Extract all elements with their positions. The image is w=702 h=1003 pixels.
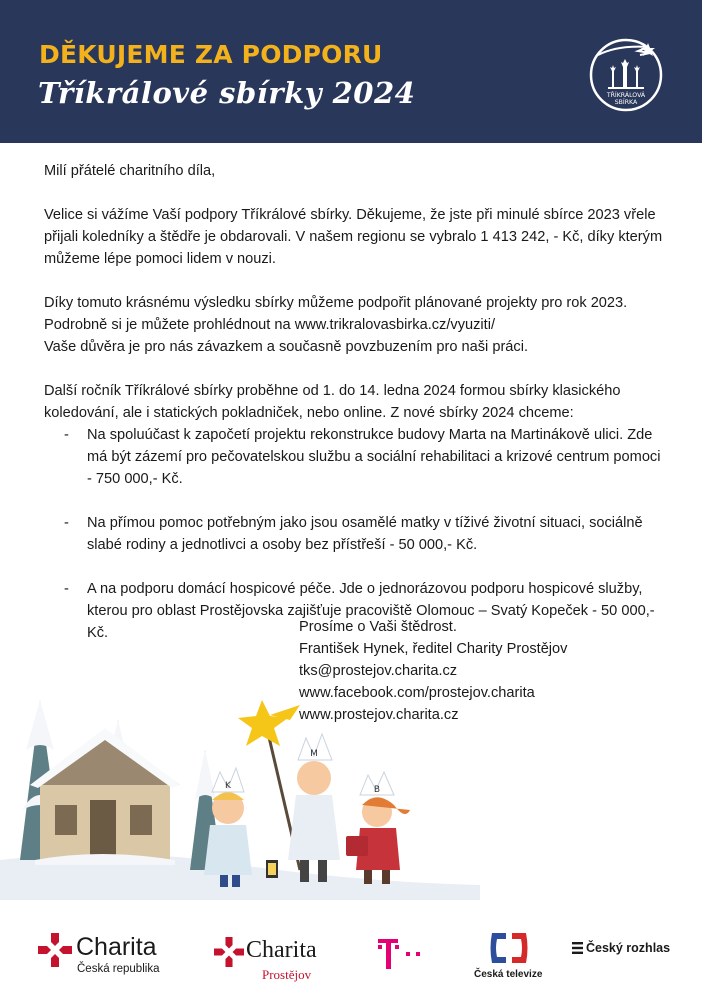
bullet-dash: - [64,515,69,531]
project-list [44,424,664,644]
paragraph-2-line1: Díky tomuto krásnému výsledku sbírky můžeme podpořit plánované projekty pro rok 2023. Podrobně si je můžete prohlédnout na www.trikralovasbirka.cz/vyuziti/ [44,295,628,333]
paragraph-2-line2: Vaše důvěra je pro nás závazkem a současně povzbuzením pro naši práci. [44,339,529,355]
charita-pv-sub: Prostějov [262,967,312,982]
greeting: Milí přátelé charitního díla, [44,163,216,179]
logo-text-line2: SBÍRKA [614,99,638,106]
cr-bars-icon [572,942,583,954]
lantern-icon [266,860,278,878]
list-item [44,424,664,490]
paragraph-3: Další ročník Tříkrálové sbírky proběhne od 1. do 14. ledna 2024 formou sbírky klasického koledování, ale i statických pokladniček, nebo online. Z nové sbírky 2024 chceme: [44,383,621,421]
list-item-text: Na spoluúčast k započetí projektu rekonstrukce budovy Marta na Martinákově ulici. Zde má být zázemí pro pečovatelskou službu a sociální rehabilitaci a krizové centrum pomoci - 750 000,- Kč. [87,427,661,487]
ct-name: Česká televize [474,969,543,980]
paragraph-1: Velice si vážíme Vaší podpory Tříkrálové sbírky. Děkujeme, že jste při minulé sbírce 2023 vřele přijali koledníky a štědře je obdarovali. V našem regionu se vybralo 1 413 242, - Kč, díky kterým můžeme lépe pomoci lidem v nouzi. [44,207,663,267]
charita-cr-name: Charita [76,933,157,961]
bullet-dash: - [64,427,69,443]
cesky-rozhlas-logo [572,941,682,961]
list-item-text: Na přímou pomoc potřebným jako jsou osamělé matky v tíživé životní situaci, sociálně slabé rodiny a jednotlivci a osoby bez přístřeší - 50 000,- Kč. [87,515,643,553]
cr-name: Český rozhlas [586,941,671,955]
charita-cross-icon [214,937,244,967]
bullet-dash: - [64,581,69,597]
header-banner [0,0,702,143]
list-item-text: A na podporu domácí hospicové péče. Jde o jednorázovou podporu hospicové služby, kterou pro oblast Prostějovska zajišťuje pracoviště Olomouc – Svatý Kopeček - 50 000,- Kč. [87,581,655,641]
letter-body [44,160,664,666]
charita-prostejov-logo [214,935,334,985]
ceska-televize-logo [474,931,554,985]
charita-pv-name: Charita [246,937,317,963]
signature-facebook[interactable]: www.facebook.com/prostejov.charita [299,685,535,701]
three-kings-illustration [0,660,480,900]
header-subtitle: Tříkrálové sbírky 2024 [38,76,416,110]
telekom-logo [378,939,438,973]
ct-mark-icon [488,931,530,965]
king-child-icon [346,772,410,884]
telekom-t-icon [378,939,428,971]
signature-web[interactable]: www.prostejov.charita.cz [299,707,459,723]
king-child-icon [288,734,340,882]
crown-letter-b: B [373,785,381,795]
logo-text-line1: TŘÍKRÁLOVÁ [606,92,646,99]
signature-author: František Hynek, ředitel Charity Prostějov [299,641,568,657]
charita-cr-sub: Česká republika [77,963,160,975]
charita-cr-logo [38,933,168,983]
header-title: DĚKUJEME ZA PODPORU [39,40,383,69]
trikralova-sbirka-logo [588,37,664,113]
crown-letter-k: K [225,781,231,791]
signature-email[interactable]: tks@prostejov.charita.cz [299,663,458,679]
charita-cross-icon [38,933,72,967]
sponsor-logos [0,915,702,1003]
signature-plea: Prosíme o Vaši štědrost. [299,619,457,635]
list-item [44,512,664,556]
crown-letter-m: M [310,749,318,759]
